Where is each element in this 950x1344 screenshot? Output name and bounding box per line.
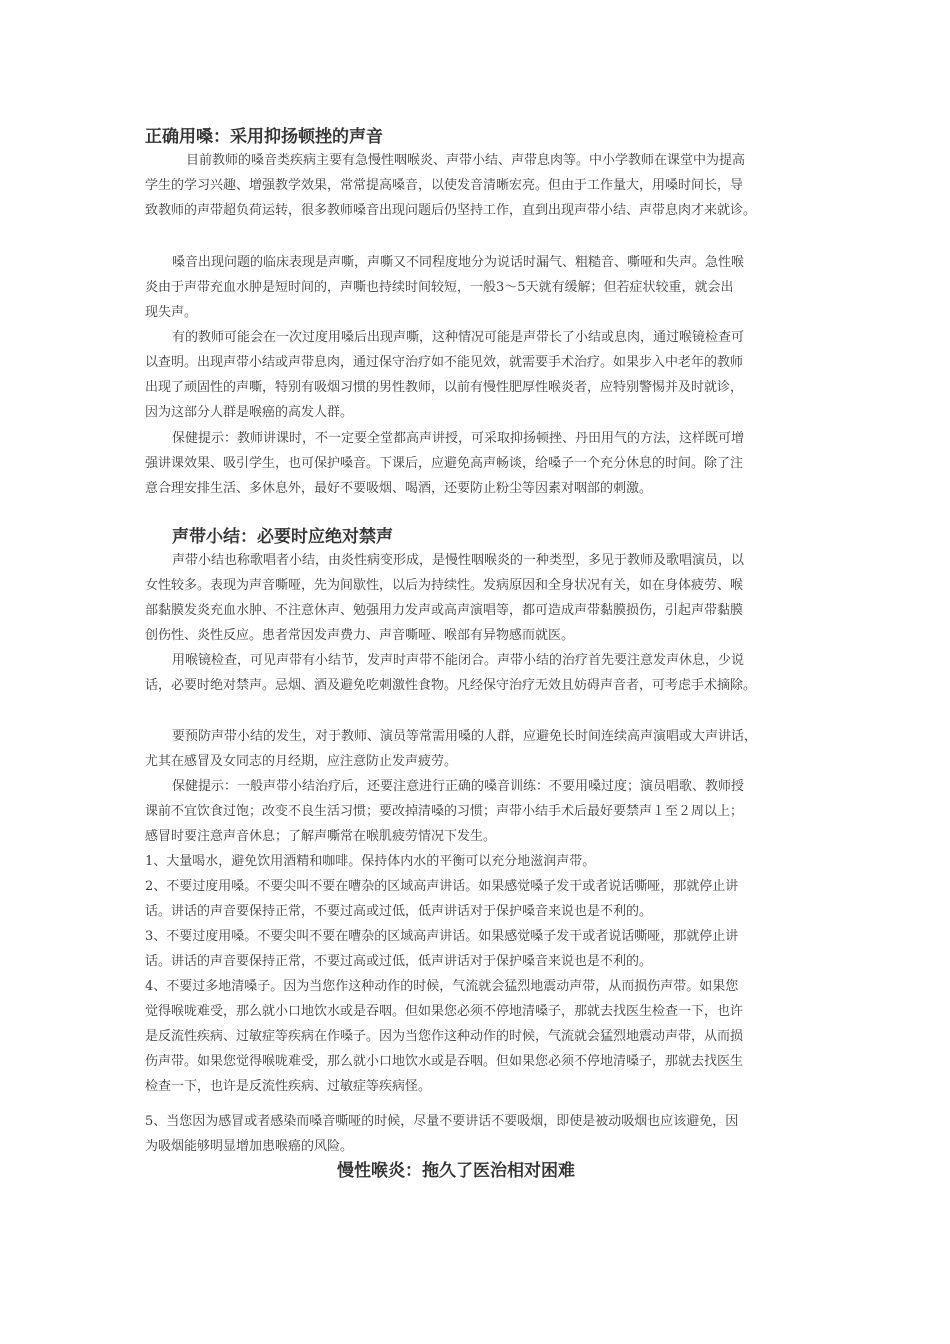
section1-line: 因为这部分人群是喉癌的高发人群。 (145, 405, 354, 420)
section1-line: 强讲课效果、吸引学生，也可保护嗓音。下课后，应避免高声畅谈，给嗓子一个充分休息的时间。除了注 (145, 456, 744, 471)
section2-line: 2、不要过度用嗓。不要尖叫不要在嘈杂的区域高声讲话。如果感觉嗓子发干或者说话嘶哑，那就停止讲 (145, 879, 739, 894)
section1-line: 致教师的声带超负荷运转，很多教师嗓音出现问题后仍坚持工作，直到出现声带小结、声带息肉才来就诊。 (145, 203, 757, 218)
section2-line: 1、大量喝水，避免饮用酒精和咖啡。保持体内水的平衡可以充分地滋润声带。 (145, 854, 596, 869)
section1-heading: 正确用嗓：采用抑扬顿挫的声音 (145, 127, 383, 147)
section2-line: 觉得喉咙难受，那么就小口地饮水或是吞咽。但如果您必须不停地清嗓子，那就去找医生检查一下，也许 (145, 1004, 744, 1019)
section2-line: 课前不宜饮食过饱；改变不良生活习惯；要改掉清嗓的习惯；声带小结手术后最好要禁声１至２周以上； (145, 804, 744, 819)
section2-line: 话。讲话的声音要保持正常，不要过高或过低，低声讲话对于保护嗓音来说也是不利的。 (145, 904, 653, 919)
section1-line: 嗓音出现问题的临床表现是声嘶，声嘶又不同程度地分为说话时漏气、粗糙音、嘶哑和失声。急性喉 (172, 255, 745, 270)
section1-line: 有的教师可能会在一次过度用嗓后出现声嘶，这种情况可能是声带长了小结或息肉，通过喉镜检查可 (172, 330, 745, 345)
section2-line: 保健提示：一般声带小结治疗后，还要注意进行正确的嗓音训练：不要用嗓过度；演员唱歌、教师授 (172, 779, 745, 794)
section2-line: 是反流性疾病、过敏症等疾病在作嗓子。因为当您作这种动作的时候，气流就会猛烈地震动声带，从而损 (145, 1029, 744, 1044)
section1-line: 出现了顽固性的声嘶，特别有吸烟习惯的男性教师，以前有慢性肥厚性喉炎者，应特别警惕并及时就诊， (145, 380, 744, 395)
section2-line: 5、当您因为感冒或者感染而嗓音嘶哑的时候，尽量不要讲话不要吸烟，即使是被动吸烟也应该避免，因 (145, 1114, 739, 1129)
section2-line: 检查一下，也许是反流性疾病、过敏症等疾病怪。 (145, 1079, 432, 1094)
section1-line: 学生的学习兴趣、增强教学效果，常常提高嗓音，以使发音清晰宏亮。但由于工作量大，用嗓时间长，导 (145, 178, 744, 193)
section2-line: 伤声带。如果您觉得喉咙难受，那么就小口地饮水或是吞咽。但如果您必须不停地清嗓子，那就去找医生 (145, 1054, 744, 1069)
section2-heading: 声带小结：必要时应绝对禁声 (172, 527, 393, 547)
section1-line: 目前教师的嗓音类疾病主要有急慢性咽喉炎、声带小结、声带息肉等。中小学教师在课堂中为提高 (186, 153, 746, 168)
section2-line: 4、不要过多地清嗓子。因为当您作这种动作的时候，气流就会猛烈地震动声带，从而损伤声带。如果您 (145, 979, 739, 994)
section2-line: 为吸烟能够明显增加患喉癌的风险。 (145, 1139, 354, 1154)
section1-line: 保健提示：教师讲课时，不一定要全堂都高声讲授，可采取抑扬顿挫、丹田用气的方法，这样既可增 (172, 431, 745, 446)
section2-line: 3、不要过度用嗓。不要尖叫不要在嘈杂的区域高声讲话。如果感觉嗓子发干或者说话嘶哑，那就停止讲 (145, 929, 739, 944)
section2-line: 用喉镜检查，可见声带有小结节，发声时声带不能闭合。声带小结的治疗首先要注意发声休息，少说 (172, 653, 745, 668)
section2-line: 话。讲话的声音要保持正常，不要过高或过低，低声讲话对于保护嗓音来说也是不利的。 (145, 954, 653, 969)
section3-heading: 慢性喉炎：拖久了医治相对困难 (337, 1161, 575, 1181)
section2-line: 尤其在感冒及女同志的月经期，应注意防止发声疲劳。 (145, 754, 458, 769)
section2-line: 话，必要时绝对禁声。忌烟、酒及避免吃刺激性食物。凡经保守治疗无效且妨碍声音者，可考虑手术摘除。 (145, 678, 757, 693)
section1-line: 意合理安排生活、多休息外，最好不要吸烟、喝酒，还要防止粉尘等因素对咽部的刺激。 (145, 481, 653, 496)
section1-line: 现失声。 (145, 305, 198, 320)
section2-line: 部黏膜发炎充血水肿、不注意休声、勉强用力发声或高声演唱等，都可造成声带黏膜损伤，引起声带黏膜 (145, 603, 744, 618)
section2-line: 声带小结也称歌唱者小结，由炎性病变形成，是慢性咽喉炎的一种类型，多见于教师及歌唱演员，以 (172, 553, 745, 568)
section2-line: 创伤性、炎性反应。患者常因发声费力、声音嘶哑、喉部有异物感而就医。 (145, 628, 575, 643)
section1-line: 以查明。出现声带小结或声带息肉，通过保守治疗如不能见效，就需要手术治疗。如果步入中老年的教师 (145, 355, 744, 370)
section2-line: 感冒时要注意声音休息；了解声嘶常在喉肌疲劳情况下发生。 (145, 829, 497, 844)
section2-line: 要预防声带小结的发生，对于教师、演员等常需用嗓的人群，应避免长时间连续高声演唱或大声讲话， (172, 729, 758, 744)
section2-line: 女性较多。表现为声音嘶哑，先为间歇性，以后为持续性。发病原因和全身状况有关，如在身体疲劳、喉 (145, 578, 744, 593)
section1-line: 炎由于声带充血水肿是短时间的，声嘶也持续时间较短，一般3～5天就有缓解；但若症状较重，就会出 (145, 280, 734, 295)
